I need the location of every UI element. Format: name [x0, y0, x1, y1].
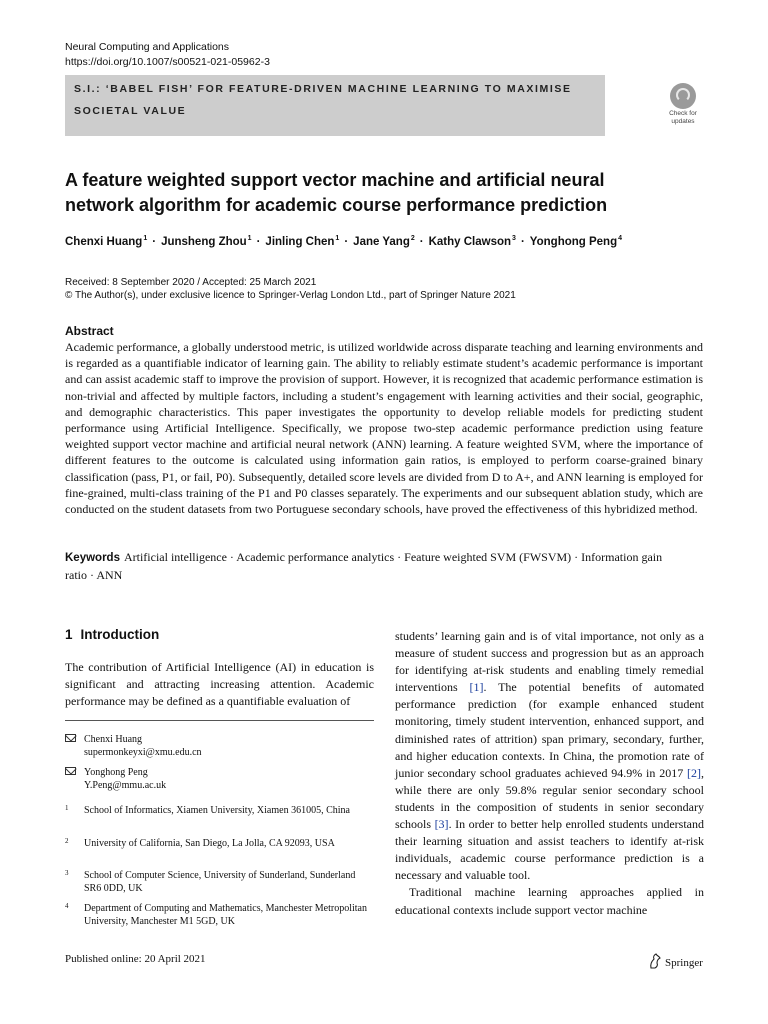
- citation-link[interactable]: [1]: [469, 680, 484, 695]
- affiliation-text: University of California, San Diego, La Jolla, CA 92093, USA: [84, 838, 335, 849]
- footnote-divider: [65, 720, 374, 721]
- author-name[interactable]: Jinling Chen: [265, 236, 335, 248]
- author-name[interactable]: Kathy Clawson: [428, 236, 512, 248]
- affiliation-text: School of Informatics, Xiamen University, Xiamen 361005, China: [84, 805, 350, 816]
- special-issue-line-2: SOCIETAL VALUE: [74, 105, 187, 117]
- publisher-name: Springer: [665, 957, 703, 969]
- citation-link[interactable]: [2]: [687, 765, 701, 780]
- envelope-icon: [65, 767, 76, 775]
- special-issue-banner: [65, 75, 605, 136]
- citation-link[interactable]: [3]: [434, 817, 449, 832]
- check-updates-line-1: Check for: [669, 110, 697, 117]
- introduction-right-column: [395, 628, 704, 919]
- author-affiliation-mark: 1: [143, 235, 148, 242]
- author-list: Chenxi Huang$^1$ · Junsheng Zhou$^1$ · Jinling Chen$^1$ · Jane Yang$^2$ · Kathy Clawson$^3$ · Yonghong Peng$^4$: [65, 235, 623, 248]
- affiliation-number: 2: [65, 837, 69, 845]
- contact-name: Yonghong Peng: [84, 767, 148, 778]
- published-online-date: Published online: 20 April 2021: [65, 953, 206, 965]
- affiliation-number: 1: [65, 804, 69, 812]
- paragraph: Traditional machine learning approaches applied in educational contexts include support vector machine: [395, 885, 704, 917]
- introduction-left-column: The contribution of Artificial Intelligence (AI) in education is significant and attracting increasing attention. Academic performance may be defined as a quantifiable evaluation of: [65, 660, 374, 708]
- author-affiliation-mark: 1: [247, 235, 252, 242]
- author-affiliation-mark: 2: [410, 235, 415, 242]
- author-affiliation-mark: 3: [512, 235, 516, 242]
- affiliation-number: 3: [65, 869, 69, 877]
- section-number: 1: [65, 627, 73, 642]
- keywords-label: Keywords: [65, 552, 120, 564]
- special-issue-line-1: S.I.: ‘BABEL FISH’ FOR FEATURE-DRIVEN MACHINE LEARNING TO MAXIMISE: [74, 83, 572, 95]
- abstract-text: Academic performance, a globally understood metric, is utilized worldwide across disparate teaching and learning environments and is regarded as a quantifiable indicator of learning gain. The ability to reliably estimate student’s academic performance is important and can assist academic staff to improve the provision of support. However, it is recognized that academic performance estimation is non-trivial and affected by multiple factors, including a student’s engagement with learning activities and their social, geographic, and demographic characteristics. This paper investigates the opportunity to develop reliable models for predicting student performance using Artificial Intelligence. Specifically, we propose two-step academic performance prediction using feature weighted support vector machine and artificial neural network (ANN) learning. A feature weighted SVM, where the importance of different features to the outcome is calculated using information gain ratios, is employed to perform coarse-grained binary classification (pass, P1, or fail, P0). Subsequently, detailed score levels are divided from D to A+, and ANN learning is employed for fine-grained, multi-class training of the P1 and P0 classes separately. The experiments and our subsequent ablation study, which are conducted on the student datasets from two Portuguese secondary schools, have proved the effectiveness of this hybridized method.: [65, 340, 703, 517]
- paper-title: A feature weighted support vector machine and artificial neural network algorithm for academic course performance prediction: [65, 170, 608, 215]
- author-affiliation-mark: 4: [618, 235, 623, 242]
- author-name[interactable]: Yonghong Peng: [529, 236, 618, 248]
- envelope-icon: [65, 734, 76, 742]
- springer-horse-icon: [648, 953, 662, 969]
- author-name[interactable]: Jane Yang: [353, 236, 410, 248]
- copyright-notice: © The Author(s), under exclusive licence to Springer-Verlag London Ltd., part of Springer Nature 2021: [65, 290, 516, 301]
- contact-email[interactable]: Y.Peng@mmu.ac.uk: [84, 780, 167, 791]
- author-name[interactable]: Chenxi Huang: [65, 236, 143, 248]
- paragraph: students’ learning gain and is of vital importance, not only as a measure of student success and progression but as an approach for identifying at-risk students and enabling timely remedial interventions [1]. The potential benefits of automated performance prediction (for example enhanced student monitoring, timely student intervention, enhanced support, and diminished rates of attrition) span primary, secondary, further, and higher education contexts. In China, the promotion rate of junior secondary school graduates achieved 94.9% in 2017 [2], while there are only 59.8% regular senior secondary school students in the composition of students in senior secondary schools [3]. In order to better help enrolled students understand their learning situation and assist teachers to identify at-risk individuals, academic course performance prediction is a necessary and valuable tool.: [395, 629, 705, 883]
- author-name[interactable]: Junsheng Zhou: [161, 236, 247, 248]
- keywords: [65, 549, 685, 583]
- author-affiliation-mark: 1: [335, 235, 340, 242]
- doi-link[interactable]: https://doi.org/10.1007/s00521-021-05962-3: [65, 56, 270, 68]
- check-for-updates-button[interactable]: [664, 83, 702, 125]
- publisher-logo: [648, 953, 703, 969]
- contact-name: Chenxi Huang: [84, 734, 143, 745]
- contact-email[interactable]: supermonkeyxi@xmu.edu.cn: [84, 747, 202, 758]
- affiliation-text: Department of Computing and Mathematics, Manchester Metropolitan University, Manchester M1 5GD, UK: [84, 903, 367, 927]
- journal-name: Neural Computing and Applications: [65, 41, 230, 53]
- check-updates-line-2: updates: [671, 118, 695, 125]
- section-heading-introduction: [65, 627, 159, 642]
- received-accepted-dates: Received: 8 September 2020 / Accepted: 25 March 2021: [65, 277, 317, 288]
- abstract-heading: Abstract: [65, 324, 114, 338]
- affiliation-number: 4: [65, 902, 69, 910]
- keywords-list: Artificial intelligence · Academic performance analytics · Feature weighted SVM (FWSVM) · Information gain ratio · ANN: [65, 550, 663, 582]
- section-title: Introduction: [80, 627, 160, 642]
- check-updates-icon: [670, 83, 696, 109]
- affiliation-text: School of Computer Science, University of Sunderland, Sunderland SR6 0DD, UK: [84, 870, 356, 894]
